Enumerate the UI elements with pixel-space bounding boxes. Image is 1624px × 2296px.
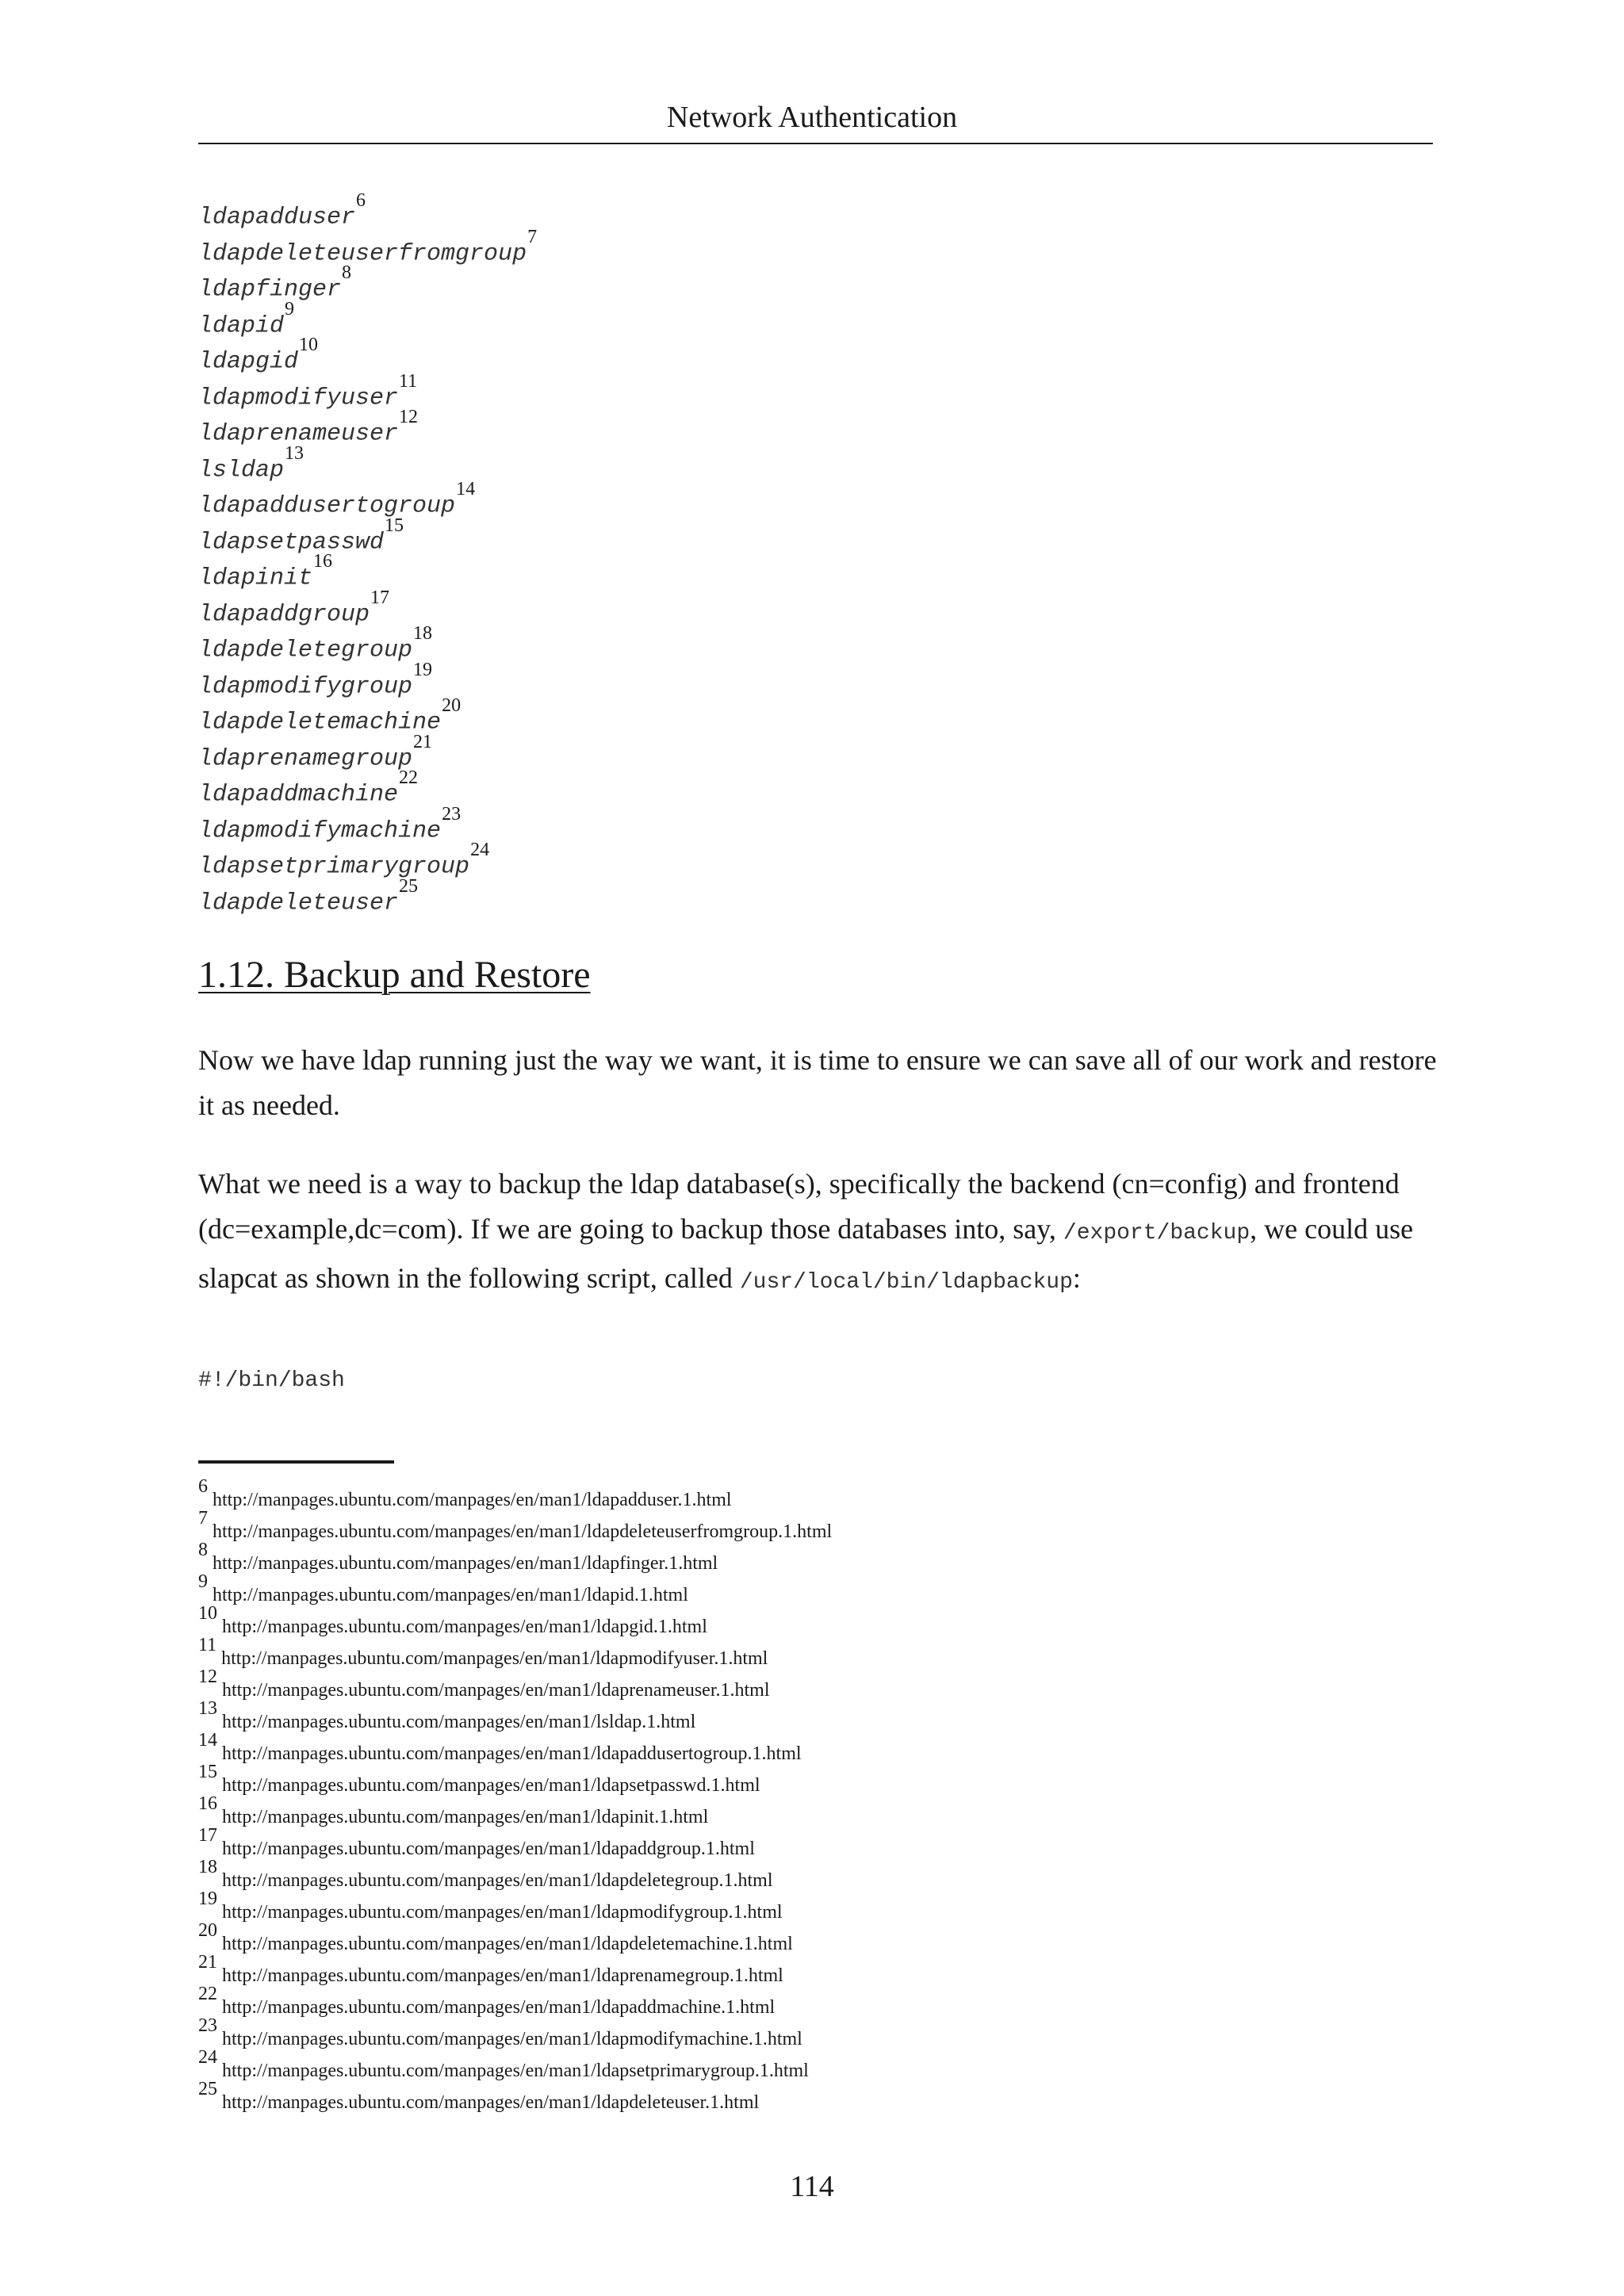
footnote-link[interactable]: http://manpages.ubuntu.com/manpages/en/man1/ldapmodifymachine.1.html [222,2029,802,2049]
footnote-item [198,1858,832,1889]
code-block: #!/bin/bash [198,1368,345,1393]
footnote-item [198,1826,832,1858]
command-item [198,407,537,448]
footnote-item [198,1762,832,1794]
footnote-number: 12 [198,1667,217,1687]
footnote-item [198,1667,832,1699]
footnote-item [198,1572,832,1604]
footnote-link[interactable]: http://manpages.ubuntu.com/manpages/en/man1/ldapdeletemachine.1.html [222,1934,793,1954]
footnote-reference[interactable]: 6 [356,190,366,211]
footnote-number: 19 [198,1888,217,1909]
footnote-item [198,1699,832,1731]
footnote-link[interactable]: http://manpages.ubuntu.com/manpages/en/man1/ldapadduser.1.html [213,1490,732,1510]
command-item [198,840,537,881]
footnote-reference[interactable]: 24 [470,840,490,860]
command-item [198,731,537,773]
command-name: ldapmodifymachine [198,817,442,844]
footnote-item [198,1953,832,1984]
footnote-number: 18 [198,1857,217,1877]
footnote-item [198,1984,832,2016]
command-item [198,298,537,340]
footnote-reference[interactable]: 23 [442,803,462,825]
command-item [198,190,537,232]
command-name: ldapdeletemachine [198,709,442,737]
footnote-reference[interactable]: 16 [313,551,333,572]
footnote-list [198,1477,832,2111]
footnote-number: 21 [198,1952,217,1973]
command-name: ldapmodifygroup [198,672,413,700]
footnote-item [198,1636,832,1667]
footnote-link[interactable]: http://manpages.ubuntu.com/manpages/en/man1/ldapdeleteuser.1.html [222,2092,760,2113]
footnote-link[interactable]: http://manpages.ubuntu.com/manpages/en/man1/ldapaddmachine.1.html [222,1997,776,2018]
page-header-title: Network Authentication [666,101,958,134]
footnote-reference[interactable]: 21 [413,731,433,752]
footnote-reference[interactable]: 12 [399,407,419,427]
paragraph-text: : [1072,1262,1081,1294]
command-item [198,262,537,304]
footnote-item [198,1509,832,1540]
paragraph-text: What we need is a way to backup the ldap database(s), specifically the backend (cn=config) and frontend (dc=example,dc=com). If we are going to backup those databases into, say, [198,1168,1400,1245]
command-item [198,370,537,412]
footnote-item [198,1731,832,1762]
footnote-number: 11 [198,1635,217,1655]
footnote-link[interactable]: http://manpages.ubuntu.com/manpages/en/man1/ldapsetpasswd.1.html [222,1775,760,1796]
footnote-reference[interactable]: 22 [399,767,419,788]
command-name: ldaprenameuser [198,420,399,448]
page-number: 114 [790,2170,834,2203]
footnote-reference[interactable]: 10 [299,335,319,355]
command-name: ldapdeletegroup [198,637,413,664]
paragraph-text: , we could use slapcat as shown in the following script, called [198,1213,1414,1294]
command-item [198,623,537,664]
inline-code-script-path: /usr/local/bin/ldapbackup [739,1270,1073,1295]
footnote-number: 23 [198,2015,217,2036]
footnote-reference[interactable]: 25 [399,875,419,897]
footnote-number: 17 [198,1825,217,1846]
footnote-reference[interactable]: 18 [413,623,433,644]
footnote-number: 6 [198,1476,208,1497]
inline-code-export-path: /export/backup [1063,1221,1251,1246]
footnote-rule [198,1460,394,1464]
command-name: ldapdeleteuser [198,889,399,916]
header-rule [198,143,1433,144]
paragraph-backup [198,1161,1443,1305]
footnote-link[interactable]: http://manpages.ubuntu.com/manpages/en/man1/ldaprenameuser.1.html [222,1680,770,1701]
footnote-number: 9 [198,1571,208,1592]
command-name: ldapaddusertogroup [198,492,456,520]
footnote-item [198,1921,832,1953]
command-name: ldaprenamegroup [198,744,413,772]
command-item [198,479,537,520]
footnote-number: 24 [198,2047,217,2068]
command-name: ldapdeleteuserfromgroup [198,239,527,267]
command-name: ldapaddmachine [198,781,399,809]
command-name: ldapsetpasswd [198,528,385,556]
footnote-number: 22 [198,1984,217,2004]
footnote-link[interactable]: http://manpages.ubuntu.com/manpages/en/man1/ldapmodifygroup.1.html [222,1902,783,1923]
footnote-number: 16 [198,1793,217,1814]
footnote-link[interactable]: http://manpages.ubuntu.com/manpages/en/man1/ldapinit.1.html [222,1807,709,1827]
command-item [198,442,537,484]
footnote-link[interactable]: http://manpages.ubuntu.com/manpages/en/man1/ldapaddgroup.1.html [222,1839,755,1859]
footnote-number: 8 [198,1540,208,1560]
footnote-item [198,1604,832,1636]
command-name: lsldap [198,456,285,484]
footnote-link[interactable]: http://manpages.ubuntu.com/manpages/en/man1/ldapgid.1.html [222,1617,707,1637]
footnote-link[interactable]: http://manpages.ubuntu.com/manpages/en/man1/ldapaddusertogroup.1.html [222,1743,802,1764]
footnote-number: 25 [198,2079,217,2099]
footnote-item [198,2048,832,2080]
footnote-link[interactable]: http://manpages.ubuntu.com/manpages/en/man1/ldapdeletegroup.1.html [222,1870,773,1891]
command-name: ldapaddgroup [198,600,370,628]
footnote-number: 15 [198,1762,217,1782]
command-name: ldapfinger [198,276,342,304]
footnote-reference[interactable]: 13 [285,442,304,464]
command-item [198,226,538,268]
command-item [198,587,537,629]
footnote-link[interactable]: http://manpages.ubuntu.com/manpages/en/man1/ldapsetprimarygroup.1.html [222,2061,809,2081]
command-name: ldapid [198,312,285,339]
footnote-reference[interactable]: 8 [342,262,352,283]
footnote-link[interactable]: http://manpages.ubuntu.com/manpages/en/man1/ldapid.1.html [213,1585,688,1605]
footnote-item [198,2080,832,2111]
footnote-number: 10 [198,1603,217,1624]
command-name: ldapadduser [198,204,356,232]
footnote-link[interactable]: http://manpages.ubuntu.com/manpages/en/man1/ldaprenamegroup.1.html [222,1965,783,1986]
footnote-number: 7 [198,1508,208,1529]
footnote-number: 20 [198,1920,217,1941]
footnote-item [198,2016,832,2048]
footnote-reference[interactable]: 7 [527,226,538,247]
command-name: ldapsetprimarygroup [198,853,470,881]
paragraph-intro: Now we have ldap running just the way we want, it is time to ensure we can save all of our work and restore it as needed. [198,1044,1437,1121]
footnote-item [198,1540,832,1572]
footnote-reference[interactable]: 17 [370,587,390,608]
footnote-link[interactable]: http://manpages.ubuntu.com/manpages/en/man1/ldapmodifyuser.1.html [221,1648,768,1669]
command-item [198,515,537,557]
command-item [198,551,537,592]
footnote-item [198,1889,832,1921]
footnote-item [198,1794,832,1826]
footnote-reference[interactable]: 19 [413,659,433,680]
footnote-number: 14 [198,1730,217,1751]
footnote-reference[interactable]: 11 [399,370,418,392]
command-item [198,335,537,376]
section-heading: 1.12. Backup and Restore [198,954,591,996]
footnote-link[interactable]: http://manpages.ubuntu.com/manpages/en/man1/ldapfinger.1.html [213,1553,718,1574]
command-name: ldapmodifyuser [198,384,399,411]
command-item [198,659,537,701]
footnote-item [198,1477,832,1509]
footnote-reference[interactable]: 15 [385,515,404,536]
command-name: ldapinit [198,564,313,592]
command-item [198,767,537,809]
command-item [198,695,537,737]
footnote-reference[interactable]: 14 [456,479,476,499]
command-name: ldapgid [198,348,299,376]
footnote-number: 13 [198,1698,217,1719]
footnote-link[interactable]: http://manpages.ubuntu.com/manpages/en/man1/lsldap.1.html [222,1712,696,1732]
footnote-reference[interactable]: 20 [442,695,462,716]
footnote-link[interactable]: http://manpages.ubuntu.com/manpages/en/man1/ldapdeleteuserfromgroup.1.html [213,1521,833,1542]
command-item [198,875,537,917]
command-list [198,190,538,916]
footnote-reference[interactable]: 9 [285,298,295,320]
